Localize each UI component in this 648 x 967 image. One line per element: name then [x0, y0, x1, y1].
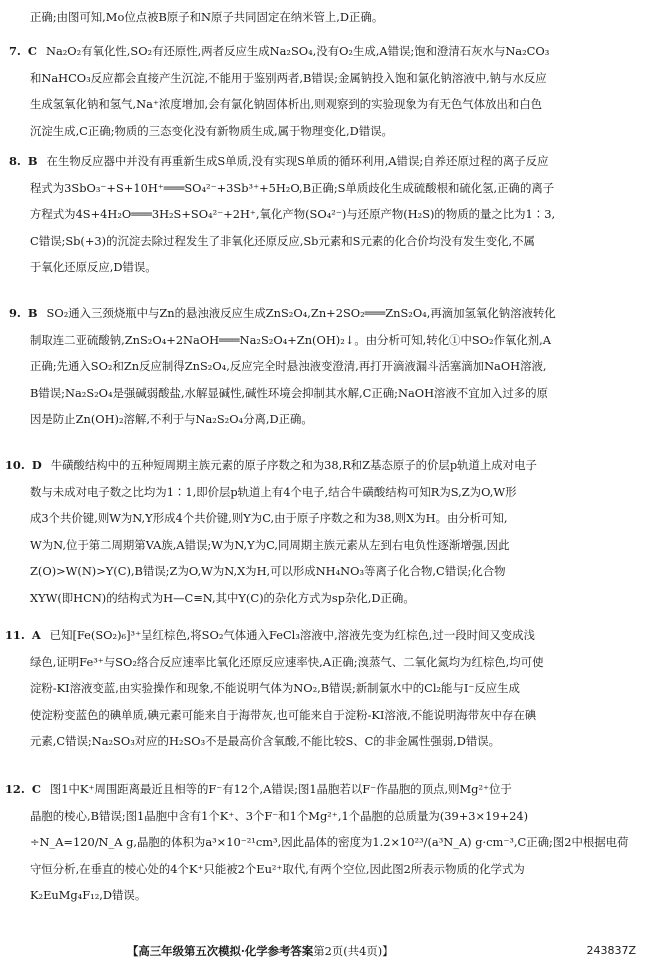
answer-item-10	[0, 452, 648, 611]
answer-item-8	[0, 148, 648, 281]
answer-item-11	[0, 622, 648, 755]
text-line: ÷N_A=120/N_A g,晶胞的体积为a³×10⁻²¹cm³,因此晶体的密度为1.2×10²³/(a³N_A) g·cm⁻³,C正确;图2中根据电荷	[30, 835, 629, 849]
text-line: 方程式为4S+4H₂O═══3H₂S+SO₄²⁻+2H⁺,氧化产物(SO₄²⁻)与还原产物(H₂S)的物质的量之比为1∶3,	[30, 207, 556, 221]
text-line: SO₂通入三颈烧瓶中与Zn的悬浊液反应生成ZnS₂O₄,Zn+2SO₂═══ZnS₂O₄,再滴加氢氧化钠溶液转化	[46, 306, 556, 320]
text-line: 生成氢氧化钠和氢气,Na⁺浓度增加,会有氯化钠固体析出,则观察到的实验现象为有无色气体放出和白色	[30, 97, 543, 111]
item-answer: C	[31, 782, 41, 796]
footer-title-text: 【高三年级第五次模拟·化学参考答案	[127, 944, 314, 958]
text-line: 使淀粉变蓝色的碘单质,碘元素可能来自于海带灰,也可能来自于淀粉-KI溶液,不能说明海带灰中存在碘	[30, 707, 537, 722]
footer-title	[127, 940, 394, 962]
text-line: W为N,位于第二周期第VA族,A错误;W为N,Y为C,同周期主族元素从左到右电负性逐渐增强,因此	[30, 537, 510, 552]
text-line: Z(O)>W(N)>Y(C),B错误;Z为O,W为N,X为H,可以形成NH₄NO₃等离子化合物,C错误;化合物	[30, 564, 506, 578]
text-line: 图1中K⁺周围距离最近且相等的F⁻有12个,A错误;图1晶胞若以F⁻作晶胞的顶点,则Mg²⁺位于	[49, 782, 512, 796]
text-line: B错误;Na₂S₂O₄是强碱弱酸盐,水解显碱性,碱性环境会抑制其水解,C正确;NaOH溶液不宜加入过多的原	[30, 385, 548, 400]
text-line: 于氧化还原反应,D错误。	[30, 260, 157, 274]
item-answer: C	[27, 44, 37, 58]
answer-item-12	[0, 776, 648, 909]
text-line: 程式为3SbO₃⁻+S+10H⁺═══SO₄²⁻+3Sb³⁺+5H₂O,B正确;S单质歧化生成硫酸根和硫化氢,正确的离子	[30, 180, 555, 195]
item-answer: B	[27, 306, 38, 320]
text-line: 成3个共价键,则W为N,Y形成4个共价键,则Y为C,由于原子序数之和为38,则X为H。由分析可知,	[30, 511, 508, 525]
text-line: 正确;先通入SO₂和Zn反应制得ZnS₂O₄,反应完全时悬浊液变澄清,再打开滴液漏斗活塞滴加NaOH溶液,	[30, 359, 547, 373]
text-line: 晶胞的棱心,B错误;图1晶胞中含有1个K⁺、3个F⁻和1个Mg²⁺,1个晶胞的总质量为(39+3×19+24)	[30, 808, 529, 823]
text-line: 守恒分析,在垂直的棱心处的4个K⁺只能被2个Eu²⁺取代,有两个空位,因此图2所表示物质的化学式为	[30, 861, 525, 876]
item-number: 9.	[9, 306, 21, 320]
item-answer: A	[31, 628, 41, 642]
text-line: 绿色,证明Fe³⁺与SO₂络合反应速率比氧化还原反应速率快,A正确;溴蒸气、二氧化氮均为红棕色,均可使	[30, 654, 544, 669]
text-line: 数与未成对电子数之比均为1∶1,即价层p轨道上有4个电子,结合牛磺酸结构可知R为S,Z为O,W形	[30, 484, 517, 499]
text-line: C错误;Sb(+3)的沉淀去除过程发生了非氧化还原反应,Sb元素和S元素的化合价均没有发生变化,不属	[30, 233, 535, 248]
text-line: K₂EuMg₄F₁₂,D错误。	[30, 888, 147, 902]
text-line: 在生物反应器中并没有再重新生成S单质,没有实现S单质的循环利用,A错误;自养还原过程的离子反应	[46, 154, 549, 168]
answer-item-9	[0, 300, 648, 433]
item-answer: B	[27, 154, 38, 168]
answer-item-7	[0, 38, 648, 144]
text-line: 牛磺酸结构中的五种短周期主族元素的原子序数之和为38,R和Z基态原子的价层p轨道上成对电子	[50, 458, 537, 472]
item-number: 12.	[5, 782, 25, 796]
text-line: 和NaHCO₃反应都会直接产生沉淀,不能用于鉴别两者,B错误;金属钠投入饱和氯化钠溶液中,钠与水反应	[30, 70, 547, 85]
footer-code: 243837Z	[586, 944, 636, 957]
text-line: Na₂O₂有氧化性,SO₂有还原性,两者反应生成Na₂SO₄,没有O₂生成,A错误;饱和澄清石灰水与Na₂CO₃	[45, 44, 550, 58]
text-line: 沉淀生成,C正确;物质的三态变化没有新物质生成,属于物理变化,D错误。	[30, 123, 393, 138]
text-line: 因是防止Zn(OH)₂溶解,不利于与Na₂S₂O₄分离,D正确。	[30, 412, 313, 426]
item-number: 8.	[9, 154, 21, 168]
item-number: 11.	[5, 628, 25, 642]
text-line: 元素,C错误;Na₂SO₃对应的H₂SO₃不是最高价含氧酸,不能比较S、C的非金属性强弱,D错误。	[30, 734, 501, 748]
text-line: XYW(即HCN)的结构式为H—C≡N,其中Y(C)的杂化方式为sp杂化,D正确。	[30, 590, 415, 605]
text-line: 淀粉-KI溶液变蓝,由实验操作和现象,不能说明气体为NO₂,B错误;新制氯水中的Cl₂能与I⁻反应生成	[30, 681, 520, 695]
text-line: 制取连二亚硫酸钠,ZnS₂O₄+2NaOH═══Na₂S₂O₄+Zn(OH)₂↓。由分析可知,转化①中SO₂作氧化剂,A	[30, 332, 551, 347]
continuation-paragraph	[0, 4, 648, 31]
text-line: 已知[Fe(SO₂)₆]³⁺呈红棕色,将SO₂气体通入FeCl₃溶液中,溶液先变为红棕色,过一段时间又变成浅	[49, 628, 535, 642]
footer-page-number: 第2页(共4页)】	[313, 944, 394, 958]
item-number: 10.	[5, 458, 25, 472]
text-line: 正确;由图可知,Mo位点被B原子和N原子共同固定在纳米管上,D正确。	[30, 10, 384, 24]
item-answer: D	[31, 458, 42, 472]
page-footer	[0, 940, 648, 962]
item-number: 7.	[9, 44, 21, 58]
